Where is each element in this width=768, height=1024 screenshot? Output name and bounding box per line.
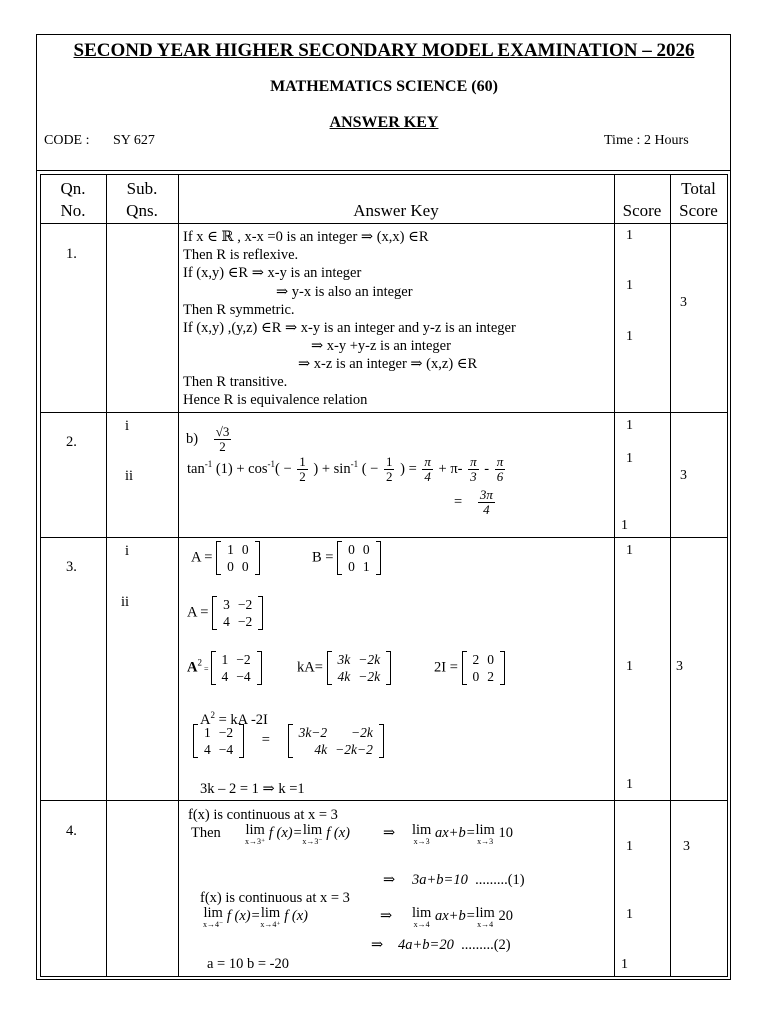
q3-score: 1 [626, 659, 633, 674]
q1-total: 3 [680, 295, 687, 310]
matrix: 1 0 0 0 [216, 541, 260, 575]
matrix: 0 0 0 1 [337, 541, 381, 575]
q4-score: 1 [626, 907, 633, 922]
q1-score: 1 [626, 278, 633, 293]
q3-matrix-B: B = 0 0 0 1 [312, 541, 381, 575]
matrix: 3k −2k 4k −2k [327, 651, 392, 685]
q2-expression: $\tan^{-1} (1) + \cos^{-1}$( − $\frac{1}{2}$ ) + $\sin^{-1}$ ( − $\frac{1}{2}$ ) = $\frac{\pi}{4}$ + π- $\frac{\pi}{3}$ - $\frac{\pi}{6}$ [187, 454, 504, 484]
exam-title: SECOND YEAR HIGHER SECONDARY MODEL EXAMINATION – 2026 [73, 40, 695, 61]
implies-icon: ⇒ [383, 872, 396, 888]
q3-2I: 2I = 2 0 0 2 [434, 651, 505, 685]
time-allowed: Time : 2 Hours [604, 133, 689, 148]
q2-score: 1 [621, 518, 628, 533]
q4-equation-1: 3a+b=10 .........(1) [412, 872, 525, 888]
q4-score: 1 [621, 957, 628, 972]
q4-limit-eq3: lim x→4⁻ f (x)= lim x→4⁺ f (x) [203, 905, 308, 929]
q1-line: ⇒ y-x is also an integer [276, 284, 413, 300]
q2-score: 1 [626, 451, 633, 466]
q3-score: 1 [626, 543, 633, 558]
q2-sub-ii: ii [125, 468, 134, 484]
score-header: Score [622, 201, 662, 220]
q3-kA: kA= 3k −2k 4k −2k [297, 651, 391, 685]
matrix: 1 −2 4 −4 [193, 724, 244, 758]
answer-key-heading: ANSWER KEY [329, 114, 439, 131]
implies-icon: ⇒ [380, 908, 393, 924]
code-label: CODE : [44, 133, 90, 148]
q4-then: Then [191, 825, 221, 841]
matrix: 2 0 0 2 [462, 651, 506, 685]
implies-icon: ⇒ [383, 825, 396, 841]
q4-line2: f(x) is continuous at x = 3 [200, 890, 350, 906]
subqns-header: Sub. Qns. [126, 179, 158, 220]
q3-total: 3 [676, 659, 683, 674]
q1-line: If (x,y) ∈R ⇒ x-y is an integer [183, 265, 362, 281]
q3-equation: $A^2$ = kA -2I [200, 710, 268, 728]
q4-score: 1 [626, 839, 633, 854]
q1-line: Then R transitive. [183, 374, 288, 390]
q2-part-b: b) $\frac{√3}{2}$ [186, 424, 230, 454]
q1-line: If x ∈ ℝ , x-x =0 is an integer ⇒ (x,x) ∈R [183, 229, 429, 245]
q2-total: 3 [680, 468, 687, 483]
q2-sub-i: i [125, 418, 130, 434]
q4-limit-eq2: lim x→3 ax+b= lim x→3 10 [412, 822, 513, 846]
matrix: 3k−2 −2k 4k −2k−2 [288, 724, 384, 758]
q2-number: 2. [66, 434, 77, 450]
q3-sub-i: i [125, 543, 130, 559]
q3-matrix-A2: A = 3 −2 4 −2 [187, 596, 263, 630]
q1-line: Then R is reflexive. [183, 247, 299, 263]
qn-header: Qn. No. [60, 179, 86, 220]
answer-key-header: Answer Key [353, 201, 439, 220]
q4-solution: a = 10 b = -20 [207, 956, 289, 972]
q1-score: 1 [626, 329, 633, 344]
q2-score: 1 [626, 418, 633, 433]
q1-score: 1 [626, 228, 633, 243]
q1-line: ⇒ x-z is an integer ⇒ (x,z) ∈R [298, 356, 478, 372]
q2-result: = $\frac{3\pi}{4}$ [454, 487, 493, 517]
q1-number: 1. [66, 246, 77, 262]
q3-score: 1 [626, 777, 633, 792]
q3-solution: 3k – 2 = 1 ⇒ k =1 [200, 781, 305, 797]
q1-line: If (x,y) ,(y,z) ∈R ⇒ x-y is an integer and y-z is an integer [183, 320, 516, 336]
q3-sub-ii: ii [121, 594, 130, 610]
q3-number: 3. [66, 559, 77, 575]
q4-total: 3 [683, 839, 690, 854]
total-score-header: Total Score [679, 179, 718, 220]
matrix: 1 −2 4 −4 [211, 651, 262, 685]
q1-line: Then R symmetric. [183, 302, 295, 318]
q1-line: Hence R is equivalence relation [183, 392, 368, 408]
q4-limit-eq1: lim x→3⁺ f (x)= lim x→3⁻ f (x) [245, 822, 350, 846]
code-value: SY 627 [113, 133, 155, 148]
q4-limit-eq4: lim x→4 ax+b= lim x→4 20 [412, 905, 513, 929]
q4-number: 4. [66, 823, 77, 839]
q4-line1: f(x) is continuous at x = 3 [188, 807, 338, 823]
subject-title: MATHEMATICS SCIENCE (60) [270, 78, 498, 95]
q3-matrix-equation: 1 −2 4 −4 = 3k−2 −2k 4k −2k−2 [193, 724, 384, 758]
q3-A-squared: $A^2$ = 1 −2 4 −4 [187, 651, 262, 685]
matrix: 3 −2 4 −2 [212, 596, 263, 630]
implies-icon: ⇒ [371, 937, 384, 953]
q4-equation-2: 4a+b=20 .........(2) [398, 937, 511, 953]
q1-line: ⇒ x-y +y-z is an integer [311, 338, 451, 354]
q3-matrix-A: A = 1 0 0 0 [191, 541, 260, 575]
